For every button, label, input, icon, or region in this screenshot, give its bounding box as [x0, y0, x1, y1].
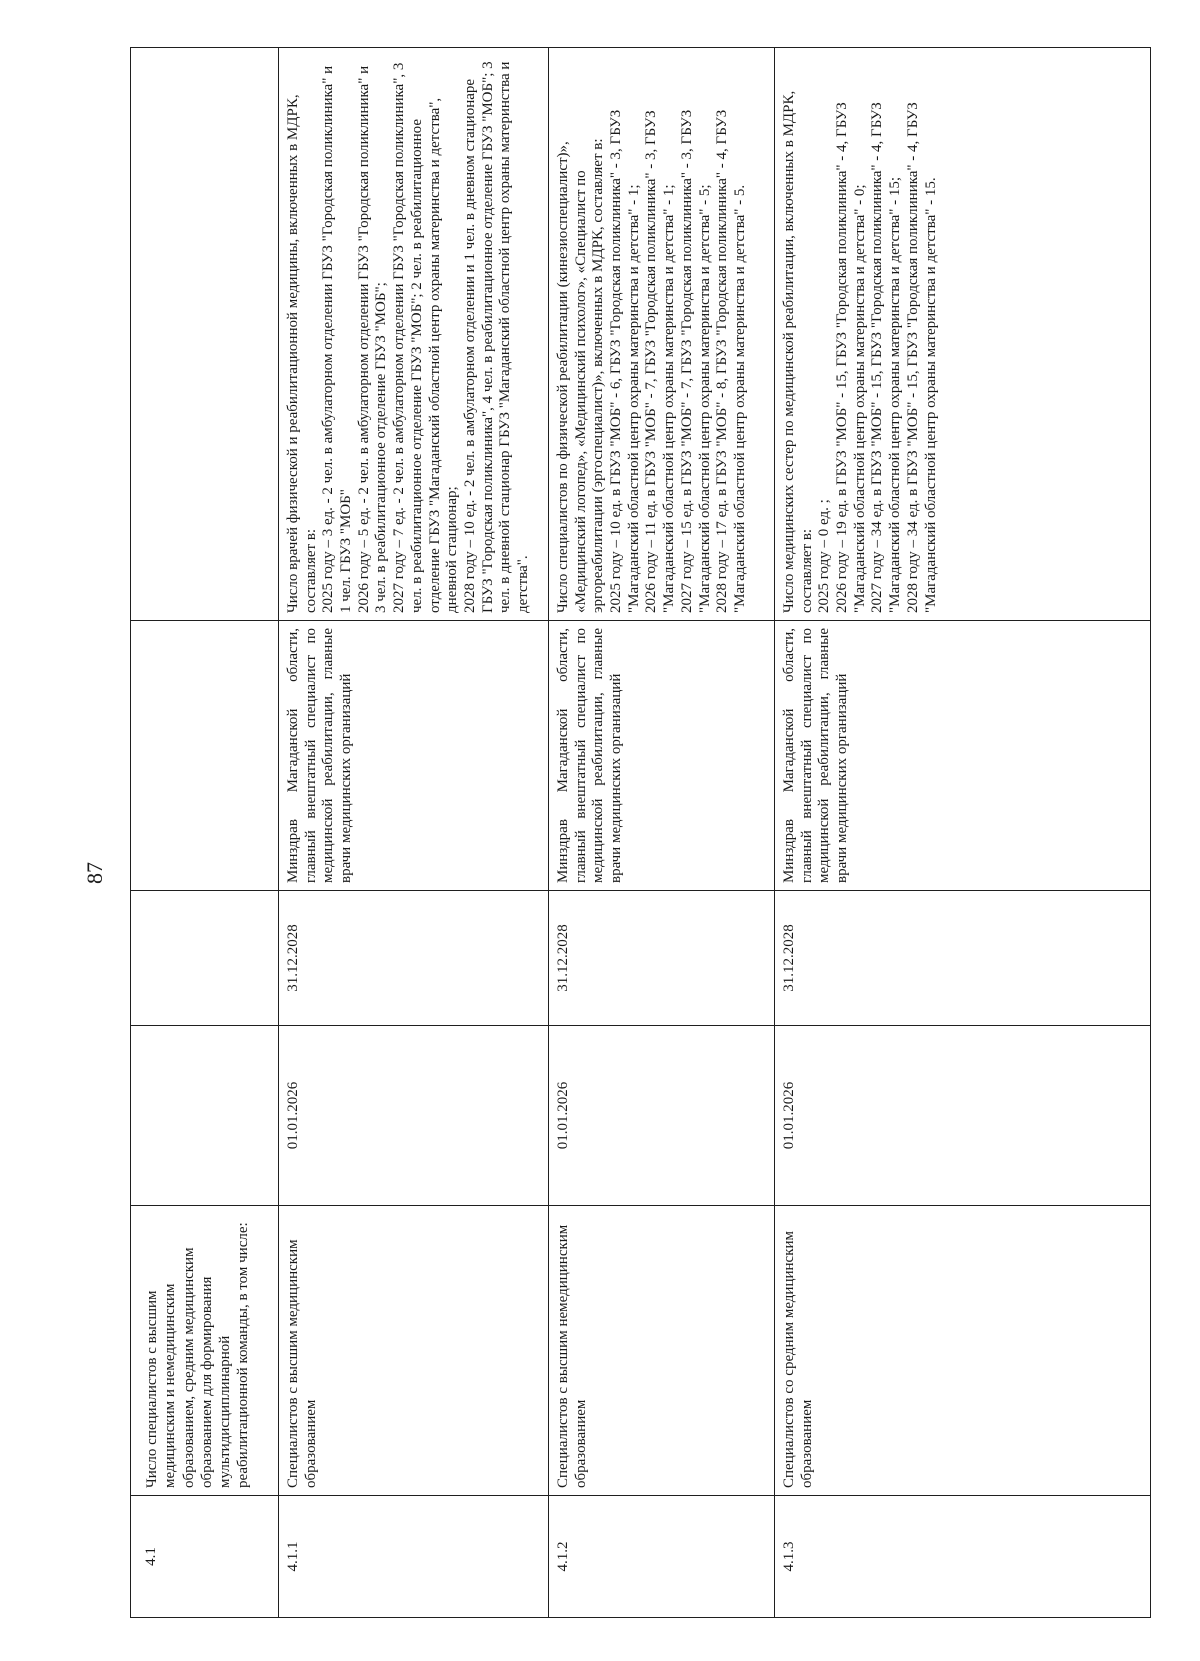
description-line: Число специалистов по физической реабилитации (кинезиоспециалист)», «Медицинский логопед», «Медицинский психолог», «Специалист по эргореабилитации (эргоспециалист)», включенных в МДРК, составляет в:	[555, 138, 607, 613]
row-number: 4.1	[131, 1496, 279, 1618]
description-line: 2025 году – 3 ед. - 2 чел. в амбулаторном отделении ГБУЗ "Городская поликлиника" и 1 чел. ГБУЗ "МОБ"	[320, 65, 355, 613]
table-row	[775, 48, 1151, 1618]
description	[549, 48, 775, 621]
row-number: 4.1.2	[549, 1496, 775, 1618]
description	[131, 48, 279, 621]
indicator-name: Специалистов с высшим немедицинским образованием	[549, 1206, 775, 1496]
responsible: Минздрав Магаданской области, главный внештатный специалист по медицинской реабилитации, главные врачи медицинских организаций	[549, 621, 775, 891]
description-line: 2025 году – 0 ед. ;	[816, 499, 833, 613]
row-number: 4.1.3	[775, 1496, 1151, 1618]
description-line: 2026 году – 11 ед. в ГБУЗ "МОБ" - 7, ГБУЗ "Городская поликлиника" - 3, ГБУЗ "Магаданский областной центр охраны материнства и детства" - 1;	[643, 110, 678, 613]
responsible: Минздрав Магаданской области, главный внештатный специалист по медицинской реабилитации, главные врачи медицинских организаций	[775, 621, 1151, 891]
page-number: 87	[82, 862, 107, 884]
row-number: 4.1.1	[279, 1496, 549, 1618]
indicator-name: Специалистов со средним медицинским образованием	[775, 1206, 1151, 1496]
start-date: 01.01.2026	[775, 1026, 1151, 1206]
description-line: 2026 году – 19 ед. в ГБУЗ "МОБ" - 15, ГБУЗ "Городская поликлиника" - 4, ГБУЗ "Магаданский областной центр охраны материнства и детства" - 0;	[834, 102, 868, 613]
description	[775, 48, 1151, 621]
description-line: 2028 году – 10 ед. - 2 чел. в амбулаторном отделении и 1 чел. в дневном стационаре ГБУЗ "Городская поликлиника", 4 чел. в реабилитационное отделение ГБУЗ "МОБ"; 3 чел. в дневной стационар ГБУЗ "Магаданский областной центр охраны материнства и детства".	[461, 61, 531, 613]
description-line: Число медицинских сестер по медицинской реабилитации, включенных в МДРК, составляет в:	[781, 90, 815, 613]
description-line: Число врачей физической и реабилитационной медицины, включенных в МДРК, составляет в:	[285, 94, 319, 613]
indicator-name: Специалистов с высшим медицинским образованием	[279, 1206, 549, 1496]
end-date: 31.12.2028	[775, 891, 1151, 1026]
description-line: 2025 году – 10 ед. в ГБУЗ "МОБ" - 6, ГБУЗ "Городская поликлиника" - 3, ГБУЗ "Магаданский областной центр охраны материнства и детства" - 1;	[608, 109, 642, 613]
start-date	[131, 1026, 279, 1206]
table-container	[130, 48, 1150, 1618]
responsible: Минздрав Магаданской области, главный внештатный специалист по медицинской реабилитации, главные врачи медицинских организаций	[279, 621, 549, 891]
responsible	[131, 621, 279, 891]
description-line: 2026 году – 5 ед. - 2 чел. в амбулаторном отделении ГБУЗ "Городская поликлиника" и 3 чел. в реабилитационное отделение ГБУЗ "МОБ";	[355, 65, 390, 613]
description-line: 2028 году – 34 ед. в ГБУЗ "МОБ" - 15, ГБУЗ "Городская поликлиника" - 4, ГБУЗ "Магаданский областной центр охраны материнства и детства" - 15.	[904, 102, 939, 613]
table-row	[549, 48, 775, 1618]
table-row	[279, 48, 549, 1618]
description-line: 2027 году – 34 ед. в ГБУЗ "МОБ" - 15, ГБУЗ "Городская поликлиника" - 4, ГБУЗ "Магаданский областной центр охраны материнства и детства" - 15;	[869, 102, 904, 613]
start-date: 01.01.2026	[279, 1026, 549, 1206]
table-row	[131, 48, 279, 1618]
start-date: 01.01.2026	[549, 1026, 775, 1206]
end-date: 31.12.2028	[279, 891, 549, 1026]
end-date: 31.12.2028	[549, 891, 775, 1026]
indicator-name: Число специалистов с высшим медицинским и немедицинским образованием, средним медицинским образованием для формирования мультидисциплинарной реабилитационной команды, в том числе:	[131, 1206, 279, 1496]
activities-table	[130, 47, 1151, 1618]
description-line: 2027 году – 15 ед. в ГБУЗ "МОБ" - 7, ГБУЗ "Городская поликлиника" - 3, ГБУЗ "Магаданский областной центр охраны материнства и детства" - 5;	[678, 109, 713, 613]
end-date	[131, 891, 279, 1026]
description	[279, 48, 549, 621]
description-line: 2027 году – 7 ед. - 2 чел. в амбулаторном отделении ГБУЗ "Городская поликлиника", 3 чел. в реабилитационное отделение ГБУЗ "МОБ"; 2 чел. в реабилитационное отделение ГБУЗ "Магаданский областной центр охраны материнства и детства", дневной стационар;	[391, 62, 461, 613]
description-line: 2028 году – 17 ед. в ГБУЗ "МОБ" - 8, ГБУЗ "Городская поликлиника" - 4, ГБУЗ "Магаданский областной центр охраны материнства и детства" - 5.	[714, 109, 748, 613]
